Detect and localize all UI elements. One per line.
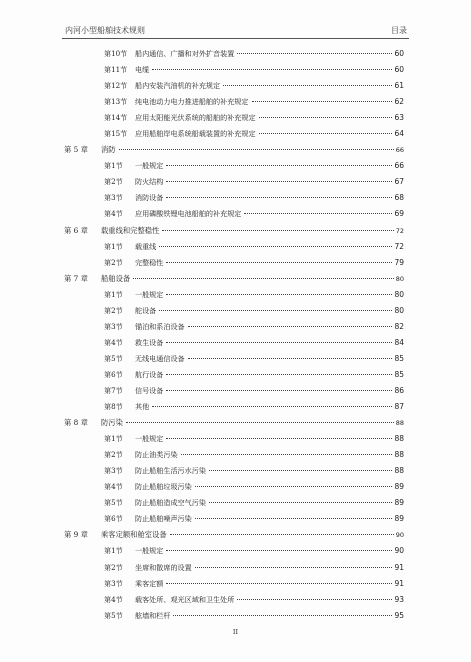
toc-page-number: 89	[394, 514, 404, 524]
toc-section-number: 第2节	[104, 257, 123, 267]
toc-entry-title: 锚泊和系泊设备	[135, 321, 185, 331]
toc-dot-leader	[152, 406, 392, 407]
toc-entry-title: 防止船舶生活污水污染	[135, 466, 206, 476]
toc-page-number: 88	[395, 419, 404, 428]
toc-entry-title: 电缆	[135, 65, 150, 75]
toc-page-number: 69	[394, 209, 404, 219]
toc-dot-leader	[209, 470, 393, 471]
toc-dot-leader	[133, 278, 394, 279]
toc-entry-title: 载客处所、观光区域和卫生处所	[135, 594, 235, 604]
toc-page-number: 90	[394, 546, 404, 556]
toc-entry-title: 纯电池动力电力推进船舶的补充规定	[135, 97, 249, 107]
toc-chapter-number: 第 6 章	[64, 225, 88, 235]
toc-section-entry[interactable]	[64, 560, 404, 576]
toc-section-entry[interactable]	[64, 110, 404, 126]
toc-section-number: 第6节	[104, 514, 123, 524]
toc-entry-title: 防止船舶造成空气污染	[135, 498, 206, 508]
toc-entry-title: 救生设备	[135, 337, 164, 347]
toc-section-entry[interactable]	[64, 463, 404, 479]
toc-section-number: 第10节	[104, 49, 128, 58]
toc-dot-leader	[166, 165, 392, 166]
toc-entry-title: 防止船舶垃圾污染	[135, 482, 192, 492]
toc-chapter-entry[interactable]	[64, 415, 404, 431]
toc-section-number: 第3节	[104, 578, 123, 588]
toc-dot-leader	[173, 615, 392, 616]
toc-chapter-entry[interactable]	[64, 142, 404, 158]
toc-section-number: 第2节	[104, 562, 123, 572]
toc-entry-title: 乘客定额	[135, 578, 164, 588]
toc-section-entry[interactable]	[64, 592, 404, 608]
toc-entry-title: 乘客定额和舱室设备	[101, 530, 167, 540]
toc-entry-title: 舵设备	[135, 305, 157, 315]
toc-entry-title: 应用磷酸铁锂电池船舶的补充规定	[135, 209, 242, 219]
toc-section-entry[interactable]	[64, 608, 404, 624]
toc-section-number: 第4节	[104, 594, 123, 604]
toc-entry-title: 船舶设备	[101, 273, 131, 283]
toc-section-entry[interactable]	[64, 255, 404, 271]
toc-page-number: 91	[394, 578, 404, 588]
toc-section-number: 第11节	[104, 65, 128, 75]
header-book-title: 内河小型船舶技术规则	[65, 26, 145, 35]
toc-section-number: 第5节	[104, 610, 123, 620]
toc-section-number: 第13节	[104, 97, 128, 107]
toc-entry-title: 船内安装汽油机的补充规定	[135, 81, 221, 91]
toc-chapter-entry[interactable]	[64, 223, 404, 239]
toc-dot-leader	[223, 85, 392, 86]
toc-page-number: 86	[394, 385, 404, 395]
toc-section-number: 第4节	[104, 482, 123, 492]
toc-page-number: 93	[394, 594, 404, 604]
toc-entry-title: 防火结构	[135, 177, 164, 187]
toc-dot-leader	[209, 502, 393, 503]
toc-dot-leader	[166, 390, 392, 391]
toc-section-number: 第5节	[104, 353, 123, 363]
toc-page-number: 88	[394, 450, 404, 460]
toc-dot-leader	[259, 117, 393, 118]
toc-page-number: 66	[395, 146, 404, 155]
toc-entry-title: 坐席和散席的设置	[135, 562, 192, 572]
header-section-label: 目录	[391, 26, 407, 35]
toc-entry-title: 载重线	[135, 241, 157, 251]
toc-section-entry[interactable]	[64, 174, 404, 190]
toc-dot-leader	[166, 294, 392, 295]
toc-dot-leader	[152, 69, 392, 70]
toc-dot-leader	[181, 454, 393, 455]
toc-entry-title: 一般规定	[135, 546, 164, 556]
toc-entry-title: 应用太阳能光伏系统的船舶的补充规定	[135, 113, 256, 123]
toc-dot-leader	[252, 101, 393, 102]
toc-page-number: 89	[394, 482, 404, 492]
toc-section-entry[interactable]	[64, 206, 404, 222]
toc-page-number: 95	[394, 610, 404, 620]
toc-page-number: 60	[394, 49, 404, 58]
toc-section-number: 第1节	[104, 434, 123, 444]
toc-dot-leader	[237, 53, 392, 54]
toc-entry-title: 消防	[101, 145, 116, 155]
toc-page-number: 63	[394, 113, 404, 123]
toc-page-number: 88	[394, 466, 404, 476]
toc-page-number: 90	[395, 531, 404, 540]
toc-section-number: 第14节	[104, 113, 128, 123]
toc-section-entry[interactable]	[64, 543, 404, 559]
toc-page-number: 84	[394, 337, 404, 347]
toc-dot-leader	[166, 342, 392, 343]
toc-page-number: 80	[395, 274, 404, 283]
toc-dot-leader	[195, 486, 393, 487]
toc-section-entry[interactable]	[64, 303, 404, 319]
toc-section-entry[interactable]	[64, 158, 404, 174]
toc-page-number: 66	[394, 161, 404, 171]
toc-dot-leader	[126, 422, 394, 423]
toc-dot-leader	[170, 534, 394, 535]
toc-dot-leader	[166, 181, 392, 182]
toc-dot-leader	[166, 583, 392, 584]
toc-dot-leader	[166, 438, 392, 439]
toc-dot-leader	[195, 518, 393, 519]
toc-section-number: 第1节	[104, 546, 123, 556]
toc-section-entry[interactable]	[64, 495, 404, 511]
toc-page-number: 80	[394, 289, 404, 299]
toc-section-entry[interactable]	[64, 94, 404, 110]
toc-section-entry[interactable]	[64, 126, 404, 142]
toc-section-entry[interactable]	[64, 399, 404, 415]
toc-entry-title: 一般规定	[135, 289, 164, 299]
toc-section-number: 第2节	[104, 177, 123, 187]
toc-section-entry[interactable]	[64, 46, 404, 62]
page-number: II	[232, 628, 239, 636]
toc-section-entry[interactable]	[64, 479, 404, 495]
toc-dot-leader	[188, 326, 393, 327]
toc-entry-title: 舷墙和栏杆	[135, 610, 171, 620]
toc-page-number: 68	[394, 193, 404, 203]
toc-dot-leader	[162, 230, 393, 231]
toc-page-number: 72	[395, 226, 404, 235]
toc-page-number: 88	[394, 434, 404, 444]
toc-page-number: 79	[394, 257, 404, 267]
toc-section-entry[interactable]	[64, 447, 404, 463]
toc-section-number: 第1节	[104, 289, 123, 299]
toc-chapter-number: 第 9 章	[64, 530, 88, 540]
toc-section-entry[interactable]	[64, 367, 404, 383]
toc-section-number: 第15节	[104, 129, 128, 139]
toc-section-entry[interactable]	[64, 335, 404, 351]
toc-section-entry[interactable]	[64, 190, 404, 206]
toc-page-number: 80	[394, 305, 404, 315]
toc-section-number: 第2节	[104, 450, 123, 460]
toc-section-entry[interactable]	[64, 319, 404, 335]
toc-dot-leader	[159, 246, 392, 247]
toc-page-number: 67	[394, 177, 404, 187]
toc-dot-leader	[188, 358, 393, 359]
toc-section-number: 第4节	[104, 337, 123, 347]
toc-section-number: 第7节	[104, 385, 123, 395]
toc-page-number: 91	[394, 562, 404, 572]
toc-dot-leader	[259, 133, 393, 134]
toc-section-number: 第3节	[104, 193, 123, 203]
toc-section-number: 第1节	[104, 161, 123, 171]
toc-page-number: 85	[394, 369, 404, 379]
toc-chapter-entry[interactable]	[64, 271, 404, 287]
toc-dot-leader	[166, 262, 392, 263]
toc-entry-title: 应用船舶岸电系统船载装置的补充规定	[135, 129, 256, 139]
table-of-contents	[64, 46, 404, 624]
toc-chapter-number: 第 8 章	[64, 418, 88, 428]
toc-section-number: 第3节	[104, 466, 123, 476]
toc-section-entry[interactable]	[64, 351, 404, 367]
toc-dot-leader	[166, 550, 392, 551]
running-header	[65, 25, 407, 39]
toc-section-number: 第4节	[104, 209, 123, 219]
toc-entry-title: 一般规定	[135, 161, 164, 171]
toc-entry-title: 防污染	[101, 418, 123, 428]
toc-chapter-number: 第 7 章	[64, 273, 88, 283]
toc-dot-leader	[237, 599, 392, 600]
toc-section-entry[interactable]	[64, 576, 404, 592]
toc-section-entry[interactable]	[64, 383, 404, 399]
toc-page-number: 85	[394, 353, 404, 363]
toc-entry-title: 其他	[135, 402, 150, 412]
toc-entry-title: 船内通信、广播和对外扩音装置	[135, 49, 235, 58]
toc-entry-title: 防止油类污染	[135, 450, 178, 460]
toc-section-entry[interactable]	[64, 239, 404, 255]
toc-page-number: 60	[394, 65, 404, 75]
toc-chapter-number: 第 5 章	[64, 145, 88, 155]
toc-chapter-entry[interactable]	[64, 527, 404, 543]
toc-entry-title: 无线电通信设备	[135, 353, 185, 363]
toc-section-number: 第8节	[104, 402, 123, 412]
toc-entry-title: 航行设备	[135, 369, 164, 379]
toc-section-entry[interactable]	[64, 62, 404, 78]
toc-dot-leader	[195, 567, 393, 568]
toc-section-number: 第2节	[104, 305, 123, 315]
toc-dot-leader	[159, 310, 392, 311]
toc-section-number: 第12节	[104, 81, 128, 91]
toc-page-number: 64	[394, 129, 404, 139]
toc-section-entry[interactable]	[64, 78, 404, 94]
toc-page-number: 62	[394, 97, 404, 107]
toc-section-number: 第6节	[104, 369, 123, 379]
toc-section-number: 第3节	[104, 321, 123, 331]
toc-entry-title: 完整稳性	[135, 257, 164, 267]
toc-dot-leader	[166, 197, 392, 198]
toc-section-number: 第5节	[104, 498, 123, 508]
toc-entry-title: 防止船舶噪声污染	[135, 514, 192, 524]
toc-dot-leader	[166, 374, 392, 375]
toc-dot-leader	[119, 149, 394, 150]
toc-section-entry[interactable]	[64, 431, 404, 447]
toc-entry-title: 消防设备	[135, 193, 164, 203]
toc-page-number: 61	[394, 81, 404, 91]
toc-page-number: 82	[394, 321, 404, 331]
toc-entry-title: 信号设备	[135, 385, 164, 395]
toc-entry-title: 一般规定	[135, 434, 164, 444]
toc-section-number: 第1节	[104, 241, 123, 251]
toc-page-number: 89	[394, 498, 404, 508]
toc-page-number: 72	[394, 241, 404, 251]
toc-entry-title: 载重线和完整稳性	[101, 225, 160, 235]
toc-page-number: 87	[394, 402, 404, 412]
toc-dot-leader	[244, 213, 392, 214]
header-rule	[62, 38, 409, 39]
toc-section-entry[interactable]	[64, 287, 404, 303]
toc-section-entry[interactable]	[64, 511, 404, 527]
